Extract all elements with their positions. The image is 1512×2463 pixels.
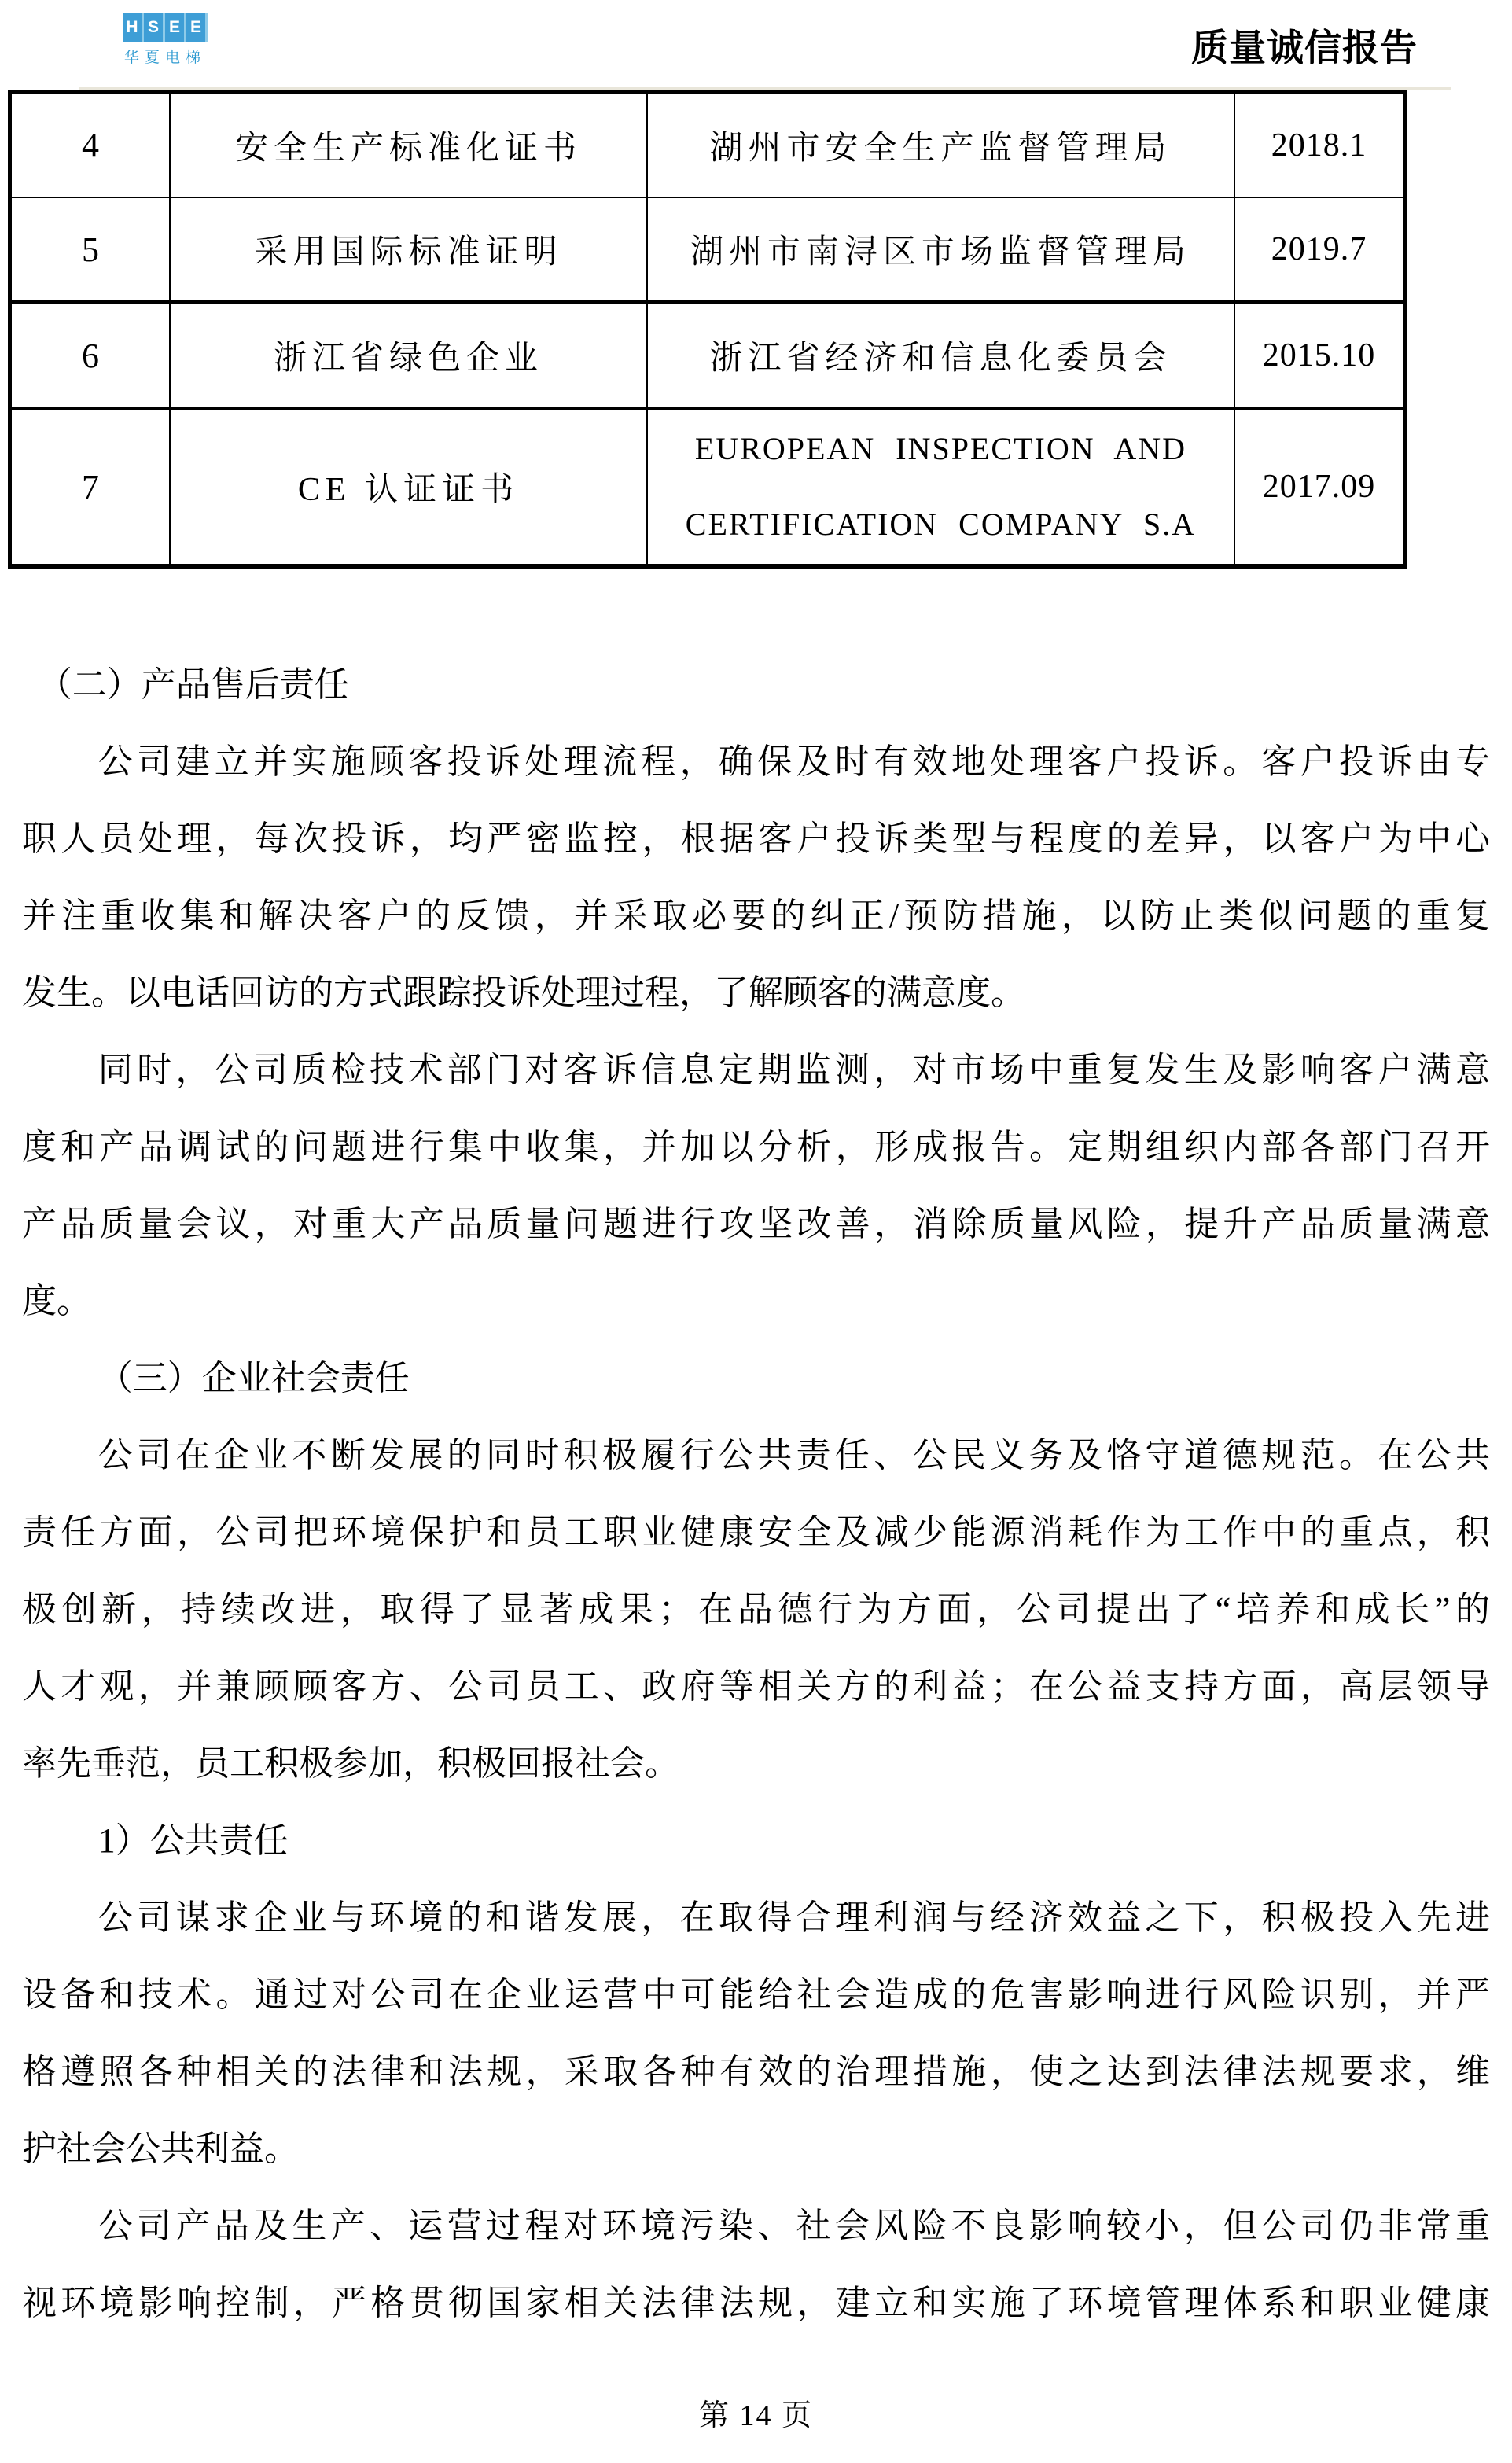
certificates-table [8, 90, 1407, 569]
text-line: 并注重收集和解决客户的反馈，并采取必要的纠正/预防措施，以防止类似问题的重复 [22, 896, 1490, 935]
hsee-logo [118, 13, 212, 67]
issuer-cell [647, 408, 1234, 567]
row-number-cell: 4 [10, 92, 171, 198]
text-line: 职人员处理，每次投诉，均严密监控，根据客户投诉类型与程度的差异，以客户为中心 [22, 819, 1490, 858]
issuer-cell: 湖州市南浔区市场监督管理局 [647, 197, 1234, 303]
section-heading: （二）产品售后责任 [37, 665, 349, 704]
row-number-cell: 7 [10, 408, 171, 567]
page-title: 质量诚信报告 [1191, 28, 1418, 69]
logo-letter-tile: E [165, 13, 184, 42]
text-line: 设备和技术。通过对公司在企业运营中可能给社会造成的危害影响进行风险识别，并严 [22, 1975, 1490, 2014]
certificate-name-cell: 浙江省绿色企业 [170, 303, 647, 409]
body-text [22, 646, 1490, 2342]
table-row [10, 408, 1405, 567]
date-cell: 2015.10 [1234, 303, 1405, 409]
text-line: 公司产品及生产、运营过程对环境污染、社会风险不良影响较小，但公司仍非常重 [97, 2207, 1490, 2245]
logo-letter-tile: H [123, 13, 142, 42]
text-line: 度和产品调试的问题进行集中收集，并加以分析，形成报告。定期组织内部各部门召开 [22, 1128, 1490, 1166]
text-line: 同时，公司质检技术部门对客诉信息定期监测，对市场中重复发生及影响客户满意 [97, 1051, 1490, 1089]
date-cell: 2019.7 [1234, 197, 1405, 303]
date-cell: 2017.09 [1234, 408, 1405, 567]
text-line: 发生。以电话回访的方式跟踪投诉处理过程，了解顾客的满意度。 [22, 974, 1025, 1012]
subsection-heading: 1）公共责任 [97, 1821, 289, 1860]
page-number: 第 14 页 [698, 2399, 813, 2432]
logo-letter-tile: E [186, 13, 205, 42]
issuer-cell: 浙江省经济和信息化委员会 [647, 303, 1234, 409]
issuer-line: CERTIFICATION COMPANY S.A [685, 506, 1197, 542]
row-number-cell: 5 [10, 197, 171, 303]
page-footer [0, 2391, 1512, 2434]
date-cell: 2018.1 [1234, 92, 1405, 198]
text-line: 人才观，并兼顾顾客方、公司员工、政府等相关方的利益；在公益支持方面，高层领导 [22, 1667, 1490, 1706]
certificate-name-cell: 采用国际标准证明 [170, 197, 647, 303]
text-line: 责任方面，公司把环境保护和员工职业健康安全及减少能源消耗作为工作中的重点，积 [22, 1513, 1490, 1552]
logo-letter-tile: S [144, 13, 163, 42]
text-line: 度。 [22, 1282, 91, 1320]
text-line: 格遵照各种相关的法律和法规，采取各种有效的治理措施，使之达到法律法规要求，维 [22, 2052, 1490, 2091]
logo-subtext: 华夏电梯 [123, 50, 206, 66]
text-line: 率先垂范，员工积极参加，积极回报社会。 [22, 1744, 679, 1783]
certificate-name-cell: CE 认证证书 [170, 408, 647, 567]
table-row [10, 197, 1405, 303]
issuer-line: EUROPEAN INSPECTION AND [694, 431, 1187, 466]
text-line: 极创新，持续改进，取得了显著成果；在品德行为方面，公司提出了“培养和成长”的 [22, 1590, 1490, 1629]
table-row [10, 303, 1405, 409]
text-line: 公司在企业不断发展的同时积极履行公共责任、公民义务及恪守道德规范。在公共 [97, 1436, 1490, 1474]
text-line: 公司谋求企业与环境的和谐发展，在取得合理利润与经济效益之下，积极投入先进 [97, 1898, 1490, 1937]
section-heading: （三）企业社会责任 [97, 1359, 410, 1397]
text-line: 公司建立并实施顾客投诉处理流程，确保及时有效地处理客户投诉。客户投诉由专 [97, 742, 1490, 781]
row-number-cell: 6 [10, 303, 171, 409]
text-line: 产品质量会议，对重大产品质量问题进行攻坚改善，消除质量风险，提升产品质量满意 [22, 1205, 1490, 1243]
hsee-logo-tiles [123, 13, 208, 42]
issuer-cell: 湖州市安全生产监督管理局 [647, 92, 1234, 198]
text-line: 护社会公共利益。 [22, 2130, 299, 2168]
table-row [10, 92, 1405, 198]
certificate-name-cell: 安全生产标准化证书 [170, 92, 647, 198]
text-line: 视环境影响控制，严格贯彻国家相关法律法规，建立和实施了环境管理体系和职业健康 [22, 2284, 1490, 2322]
